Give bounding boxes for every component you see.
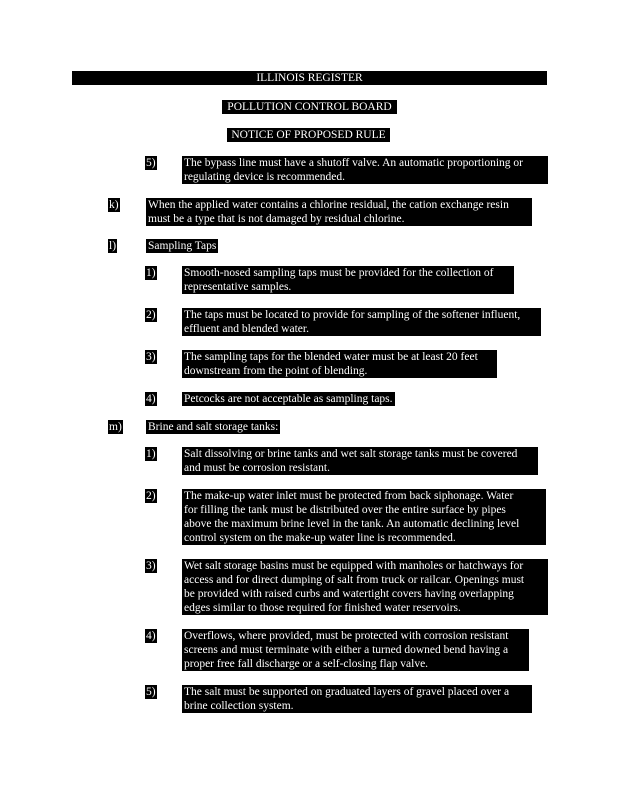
item-label: 5) bbox=[146, 686, 156, 698]
item-text bbox=[182, 266, 514, 294]
text-line: The bypass line must have a shutoff valve. An automatic proportioning or bbox=[184, 157, 523, 169]
text-line: be provided with raised curbs and watertight covers having overlapping bbox=[184, 588, 514, 600]
item-text bbox=[182, 308, 541, 336]
text-line: downstream from the point of blending. bbox=[184, 365, 368, 377]
text-line: edges similar to those required for finished water reservoirs. bbox=[184, 602, 461, 614]
item-text bbox=[182, 489, 546, 545]
item-label: 2) bbox=[146, 309, 156, 321]
text-line: Sampling Taps bbox=[148, 240, 217, 252]
item-label: 4) bbox=[146, 630, 156, 642]
item-text bbox=[182, 685, 532, 713]
item-label: 2) bbox=[146, 490, 156, 502]
text-line: representative samples. bbox=[184, 281, 292, 293]
item-text bbox=[182, 559, 548, 615]
text-line: and must be corrosion resistant. bbox=[184, 462, 330, 474]
text-line: Salt dissolving or brine tanks and wet salt storage tanks must be covered bbox=[184, 448, 518, 460]
text-line: for filling the tank must be distributed over the entire surface by pipes bbox=[184, 504, 506, 516]
item-text bbox=[182, 156, 548, 184]
text-line: Petcocks are not acceptable as sampling taps. bbox=[184, 393, 393, 405]
item-text bbox=[146, 239, 218, 253]
item-label: 1) bbox=[146, 267, 156, 279]
item-label: l) bbox=[109, 240, 117, 252]
item-label: 5) bbox=[146, 157, 156, 169]
text-line: The sampling taps for the blended water must be at least 20 feet bbox=[184, 351, 478, 363]
text-line: proper free fall discharge or a self-closing flap valve. bbox=[184, 658, 429, 670]
text-line: brine collection system. bbox=[184, 700, 294, 712]
item-label: 3) bbox=[146, 351, 156, 363]
item-text bbox=[182, 392, 395, 406]
item-text bbox=[182, 629, 529, 671]
text-line: effluent and blended water. bbox=[184, 323, 309, 335]
item-label: 3) bbox=[146, 560, 156, 572]
text-line: regulating device is recommended. bbox=[184, 171, 345, 183]
item-label: 4) bbox=[146, 393, 156, 405]
text-line: Brine and salt storage tanks: bbox=[148, 421, 279, 433]
text-line: Smooth-nosed sampling taps must be provided for the collection of bbox=[184, 267, 494, 279]
item-label: 1) bbox=[146, 448, 156, 460]
item-text bbox=[146, 198, 532, 226]
item-label: k) bbox=[109, 199, 119, 211]
text-line: The make-up water inlet must be protected from back siphonage. Water bbox=[184, 490, 514, 502]
item-label: m) bbox=[109, 421, 122, 433]
text-line: Overflows, where provided, must be protected with corrosion resistant bbox=[184, 630, 509, 642]
text-line: The salt must be supported on graduated layers of gravel placed over a bbox=[184, 686, 510, 698]
text-line: The taps must be located to provide for sampling of the softener influent, bbox=[184, 309, 521, 321]
text-line: above the maximum brine level in the tank. An automatic declining level bbox=[184, 518, 520, 530]
text-line: When the applied water contains a chlorine residual, the cation exchange resin bbox=[148, 199, 509, 211]
text-line: screens and must terminate with either a turned downed bend having a bbox=[184, 644, 509, 656]
register-header: ILLINOIS REGISTER bbox=[72, 71, 547, 85]
notice-title: NOTICE OF PROPOSED RULE bbox=[227, 128, 390, 142]
item-text bbox=[182, 350, 497, 378]
text-line: control system on the make-up water line is recommended. bbox=[184, 532, 456, 544]
text-line: access and for direct dumping of salt from truck or railcar. Openings must bbox=[184, 574, 525, 586]
text-line: must be a type that is not damaged by residual chlorine. bbox=[148, 213, 405, 225]
item-text bbox=[146, 420, 280, 434]
item-text bbox=[182, 447, 538, 475]
board-title: POLLUTION CONTROL BOARD bbox=[222, 100, 397, 114]
text-line: Wet salt storage basins must be equipped with manholes or hatchways for bbox=[184, 560, 524, 572]
